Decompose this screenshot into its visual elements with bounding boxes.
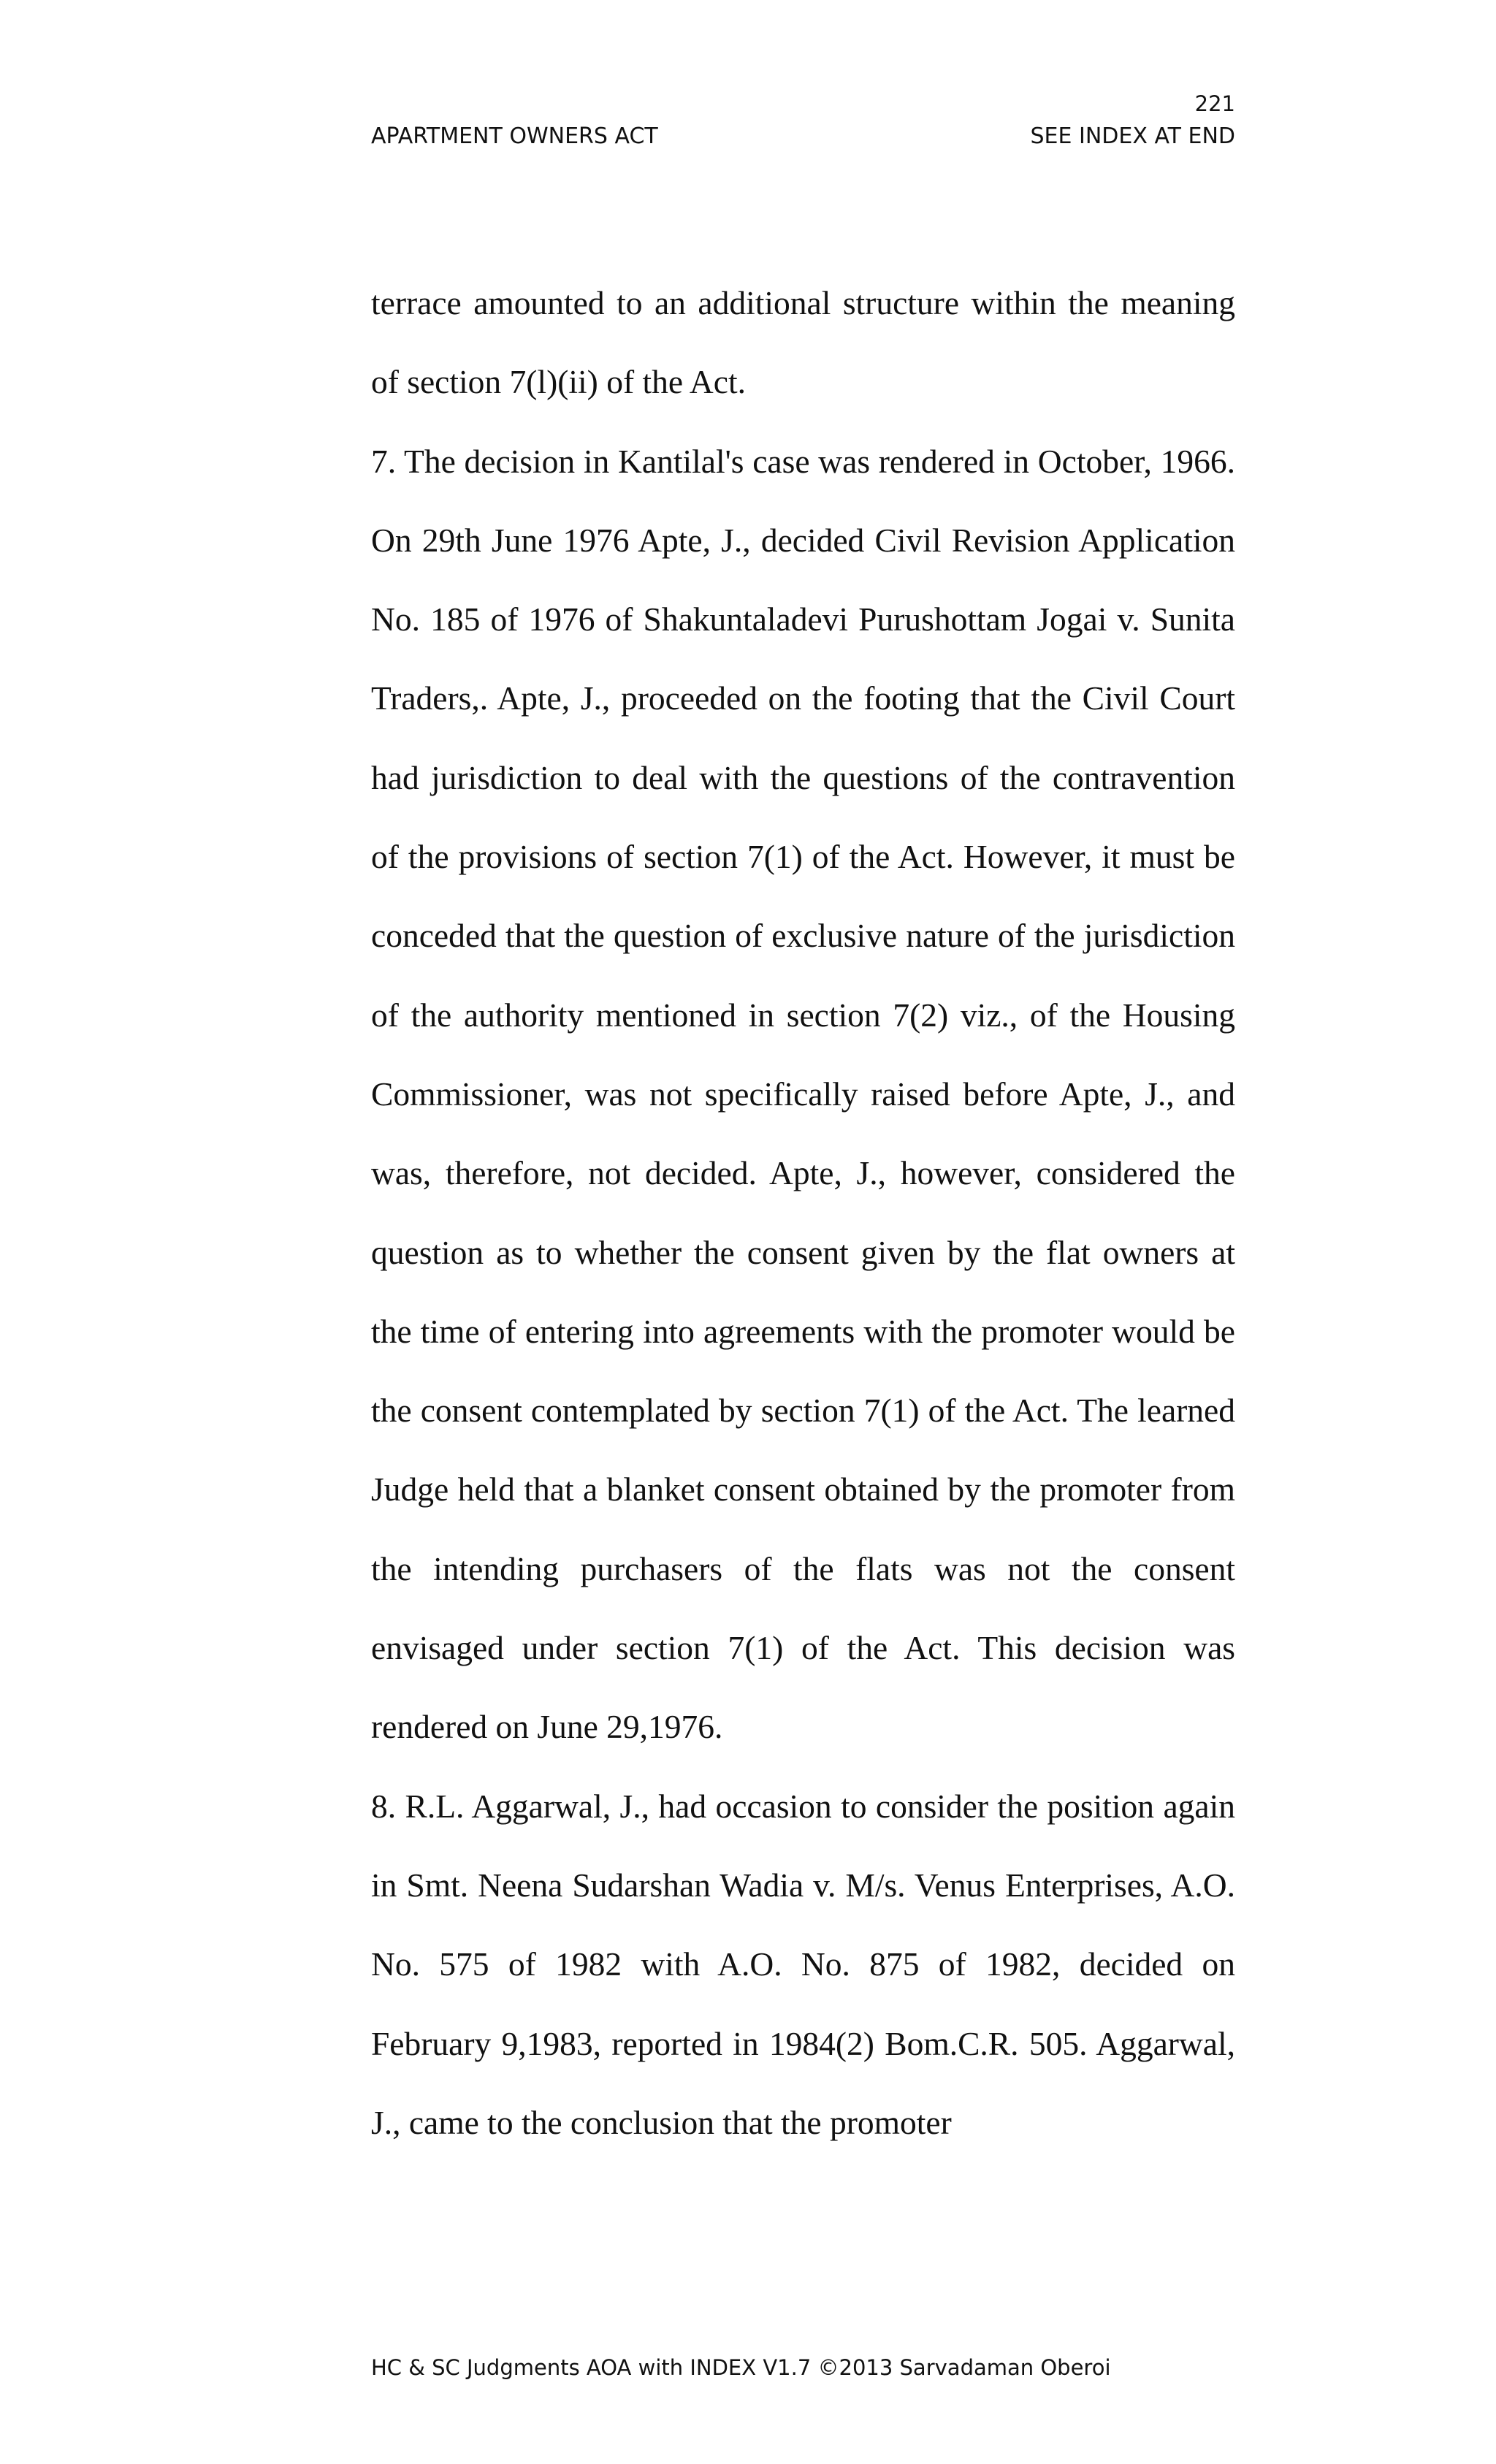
- header-right-note: SEE INDEX AT END: [1030, 123, 1235, 149]
- paragraph-8: 8. R.L. Aggarwal, J., had occasion to consider the position again in Smt. Neena Sudarshan Wadia v. M/s. Venus Enterprises, A.O. No. 575 of 1982 with A.O. No. 875 of 1982, decided on February 9,1983, reported in 1984(2) Bom.C.R. 505. Aggarwal, J., came to the conclusion that the promoter: [371, 1787, 1235, 2141]
- running-header: [371, 123, 1235, 150]
- page-footer: HC & SC Judgments AOA with INDEX V1.7 ©2013 Sarvadaman Oberoi: [371, 2355, 1111, 2380]
- document-body: [371, 264, 1235, 2162]
- header-left-title: APARTMENT OWNERS ACT: [371, 123, 658, 149]
- page-number: 221: [1194, 91, 1235, 116]
- paragraph-7: 7. The decision in Kantilal's case was rendered in October, 1966. On 29th June 1976 Apte, J., decided Civil Revision Application No. 185 of 1976 of Shakuntaladevi Purushottam Jogai v. Sunita Traders,. Apte, J., proceeded on the footing that the Civil Court had jurisdiction to deal with the questions of the contravention of the provisions of section 7(1) of the Act. However, it must be conceded that the question of exclusive nature of the jurisdiction of the authority mentioned in section 7(2) viz., of the Housing Commissioner, was not specifically raised before Apte, J., and was, therefore, not decided. Apte, J., however, considered the question as to whether the consent given by the flat owners at the time of entering into agreements with the promoter would be the consent contemplated by section 7(1) of the Act. The learned Judge held that a blanket consent obtained by the promoter from the intending purchasers of the flats was not the consent envisaged under section 7(1) of the Act. This decision was rendered on June 29,1976.: [371, 442, 1235, 1746]
- paragraph-continuation: terrace amounted to an additional structure within the meaning of section 7(l)(ii) of the Act.: [371, 284, 1235, 401]
